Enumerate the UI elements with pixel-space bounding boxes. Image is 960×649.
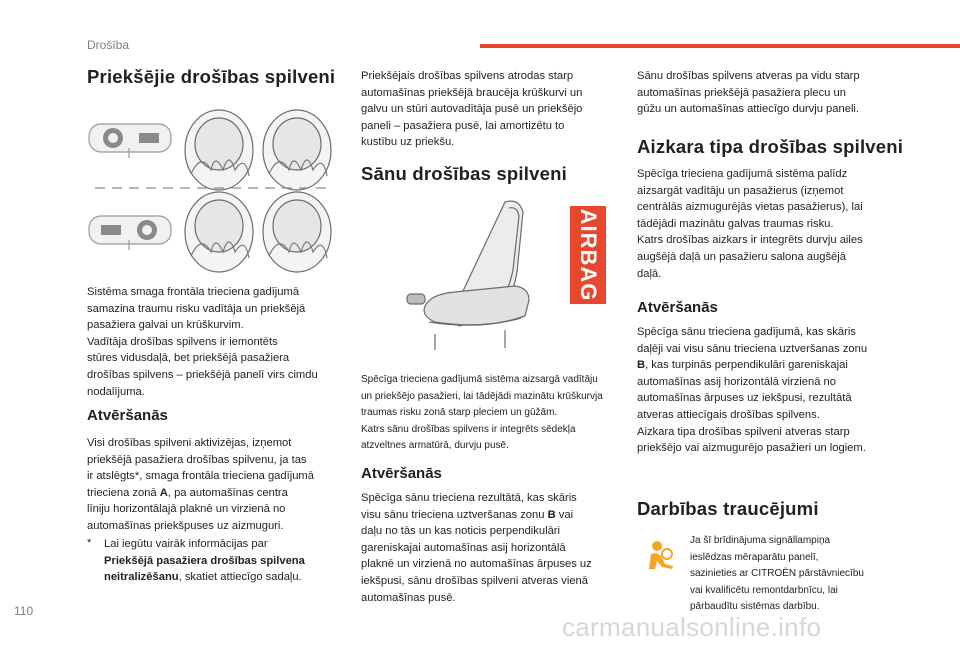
curtain-airbags-title: Aizkara tipa drošības spilveni bbox=[637, 136, 904, 157]
seat-illustration bbox=[405, 194, 565, 354]
curtain-deployment-paragraph: Spēcīga sānu trieciena gadījumā, kas skāris daļēji vai visu sānu trieciena uztveršanas zonu B, kas turpinās perpendikulāri gareniskajai automašīnas asij horizontālā virzienā no automašīnas ārpuses uz iekšpusi, rezultātā atveras attiecīgais drošības spilvens. Aizkara tipa drošības spilveni atveras starp priekšējo vai aizmugurējo pasažieri un logiem. bbox=[637, 326, 868, 455]
front-airbag-location-paragraph: Priekšējais drošības spilvens atrodas starp automašīnas priekšējā braucēja krūškurvi un galvu un stūri autovadītāja pusē un priekšējo paneli – pasažiera pusē, lai amortizētu to kustību uz priekšu. bbox=[361, 70, 583, 149]
front-airbags-illustration bbox=[87, 104, 335, 274]
airbag-warning-lamp-icon bbox=[645, 540, 675, 574]
deployment-heading-curtain: Atvēršanās bbox=[637, 299, 718, 316]
airbag-label: AIRBAG bbox=[576, 208, 601, 302]
section-accent-bar bbox=[480, 44, 960, 48]
front-airbags-paragraph: Sistēma smaga frontāla trieciena gadījumā samazina traumu risku vadītāja un priekšējā pasažiera galvai un krūškurvim. Vadītāja drošības spilvens ir iemontēts stūres vidusdaļā, bet priekšējā pasažiera drošības spilvens – priekšējā panelī virs cimdu nodalījuma. bbox=[87, 286, 318, 398]
front-airbags-title: Priekšējie drošības spilveni bbox=[87, 66, 336, 87]
side-airbag-location-paragraph: Sānu drošības spilvens atveras pa vidu starp automašīnas priekšējā pasažiera plecu un gūžu un automašīnas attiecīgo durvju paneli. bbox=[637, 70, 860, 116]
side-airbags-title: Sānu drošības spilveni bbox=[361, 163, 567, 184]
seat-caption: Spēcīga trieciena gadījumā sistēma aizsargā vadītāju un priekšējo pasažieri, lai tādējādi mazinātu krūškurvja traumas risku zonā starp pleciem un gūžām. Katrs sānu drošības spilvens ir integrēts sēdekļa atzveltnes armatūrā, durvju pusē. bbox=[361, 374, 603, 451]
footnote-marker: * bbox=[87, 537, 92, 549]
side-deployment-paragraph: Spēcīga sānu trieciena rezultātā, kas skāris visu sānu trieciena uztveršanas zonu B vai daļu no tās un kas noticis perpendikulāri gareniskajai automašīnas asij horizontālā plaknē un virzienā no automašīnas ārpuses uz iekšpusi, sānu drošības spilveni atveras vienā automašīnas pusē. bbox=[361, 492, 592, 604]
deployment-heading-front: Atvēršanās bbox=[87, 407, 168, 424]
airbag-label-box bbox=[570, 206, 606, 304]
malfunction-title: Darbības traucējumi bbox=[637, 498, 819, 519]
curtain-airbags-paragraph: Spēcīga trieciena gadījumā sistēma palīdz aizsargāt vadītāju un pasažierus (izņemot centrālās aizmugurējās vietas pasažierus), lai tādējādi mazinātu galvas traumas risku. Katrs drošības aizkars ir integrēts durvju ailes augšējā daļā un pasažieru salona augšējā daļā. bbox=[637, 168, 863, 280]
footnote: Lai iegūtu vairāk informācijas par Priekšējā pasažiera drošības spilvena neitralizēšanu, skatiet attiecīgo sadaļu. bbox=[104, 538, 305, 584]
front-deployment-paragraph: Visi drošības spilveni aktivizējas, izņemot priekšējā pasažiera drošības spilvenu, ja tas ir atslēgts*, smaga frontāla trieciena gadījumā trieciena zonā A, pa automašīnas centra līniju horizontālajā plaknē un virzienā no automašīnas priekšpuses uz aizmuguri. bbox=[87, 437, 314, 532]
page-number: 110 bbox=[14, 604, 34, 618]
deployment-heading-side: Atvēršanās bbox=[361, 465, 442, 482]
watermark: carmanualsonline.info bbox=[562, 612, 822, 642]
section-label: Drošība bbox=[87, 38, 130, 52]
warning-lamp-text: Ja šī brīdinājuma signāllampiņa ieslēdzas mēraparātu panelī, sazinieties ar CITROËN pārstāvniecību vai kvalificētu remontdarbnīcu, lai pārbaudītu sistēmas darbību. bbox=[690, 535, 864, 612]
